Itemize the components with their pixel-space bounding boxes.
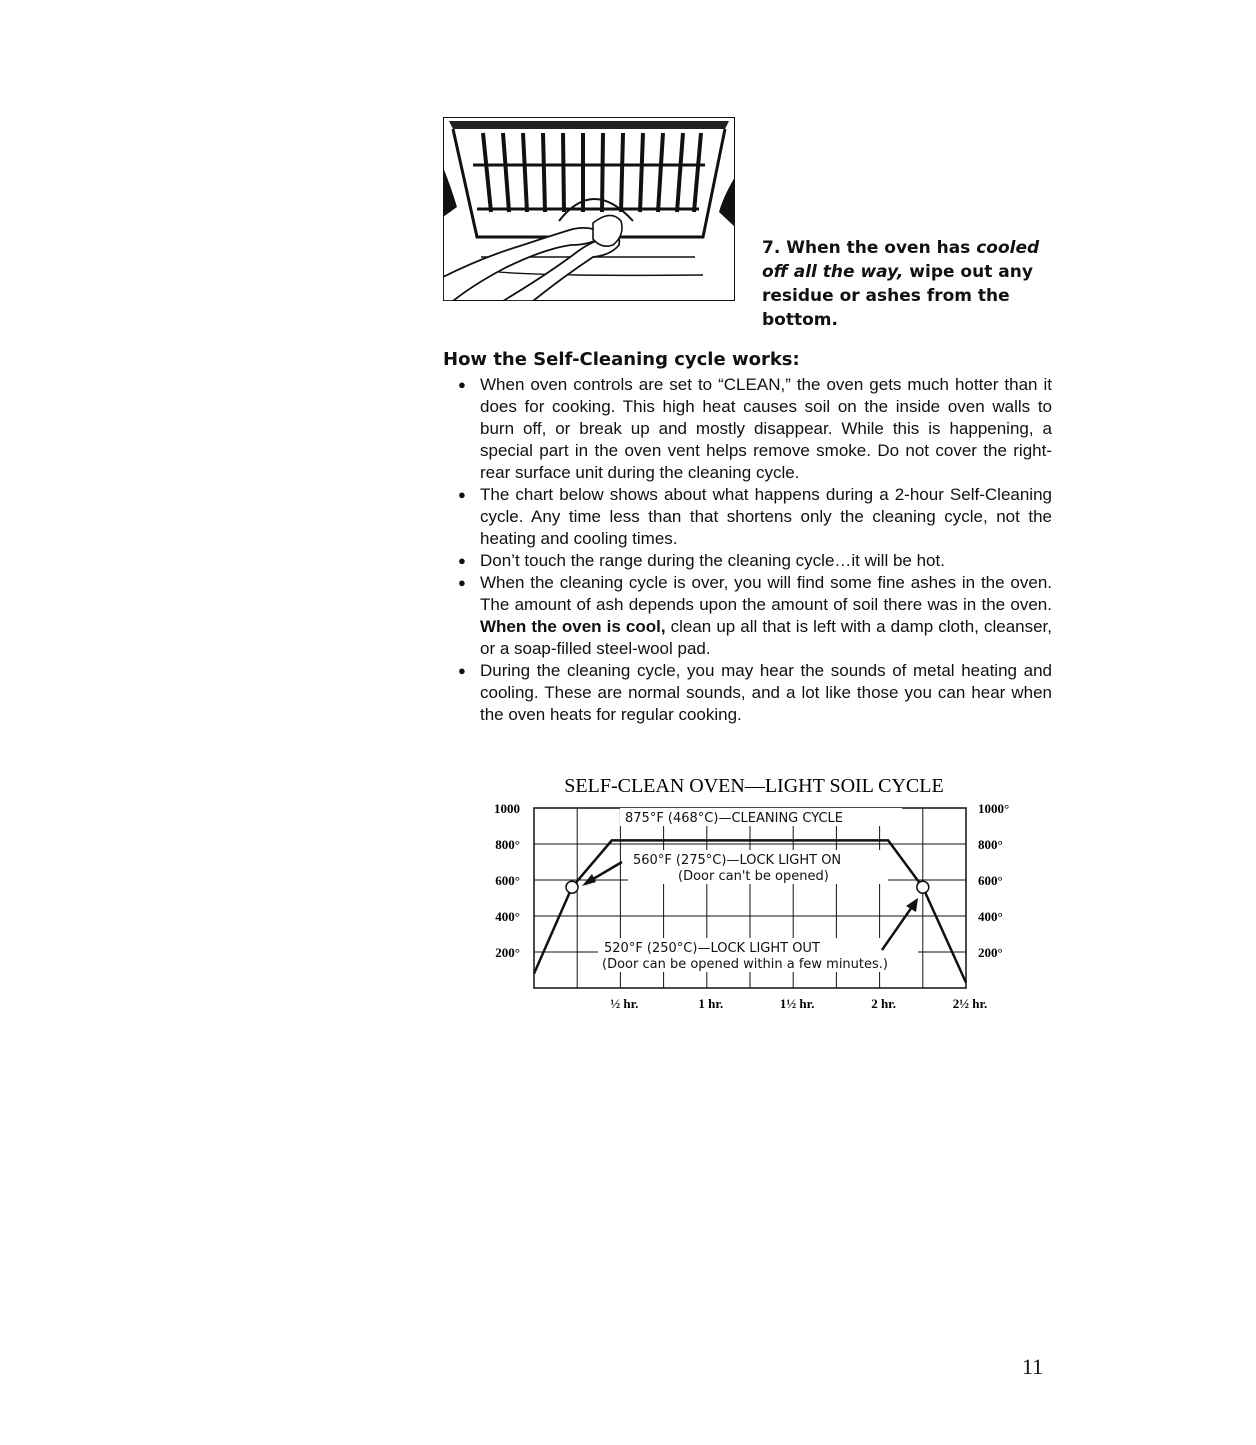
lock-out-arrowhead bbox=[906, 898, 918, 912]
self-clean-chart bbox=[470, 764, 1030, 1014]
bullet4-text-a: When the cleaning cycle is over, you will find some fine ashes in the oven. The amount of ash depends upon the amount of soil there was in the oven. bbox=[480, 573, 1052, 614]
lock-off-marker bbox=[917, 881, 929, 893]
x-tick-label: 2½ hr. bbox=[952, 996, 988, 1011]
bullet-item: ● Don’t touch the range during the cleaning cycle…it will be hot. bbox=[458, 550, 1052, 572]
bullet-item bbox=[458, 572, 1052, 660]
self-clean-bullet-list bbox=[458, 374, 1052, 726]
x-axis bbox=[610, 996, 987, 1011]
step-text-emphasis: cooled off all the way, bbox=[762, 238, 1040, 282]
y-tick-label-right: 1000° bbox=[978, 801, 1010, 816]
annotation-cleaning: 875°F (468°C)—CLEANING CYCLE bbox=[625, 811, 843, 826]
y-tick-label-left: 200° bbox=[495, 945, 520, 960]
y-tick-label-right: 600° bbox=[978, 873, 1003, 888]
bullet-item: ● When oven controls are set to “CLEAN,” the oven gets much hotter than it does for cooking. This high heat causes soil on the inside oven walls to burn off, or break up and mostly disappear. While this is happening, a special part in the oven vent helps remove smoke. Do not cover the right-rear surface unit during the cleaning cycle. bbox=[458, 374, 1052, 484]
oven-cleaning-illustration bbox=[443, 117, 735, 301]
annotation-lock-on: 560°F (275°C)—LOCK LIGHT ON bbox=[633, 853, 842, 868]
bullet4-text-b: clean up all that is left with a damp cloth, cleanser, or a soap-filled steel-wool pad. bbox=[480, 617, 1053, 658]
chart-title: SELF-CLEAN OVEN—LIGHT SOIL CYCLE bbox=[564, 775, 944, 797]
x-tick-label: ½ hr. bbox=[610, 996, 639, 1011]
y-tick-label-right: 200° bbox=[978, 945, 1003, 960]
step-7-instruction bbox=[762, 236, 1062, 332]
y-tick-label-left: 800° bbox=[495, 837, 520, 852]
bullet-item: ● During the cleaning cycle, you may hear the sounds of metal heating and cooling. These are normal sounds, and a lot like those you can hear when the oven heats for regular cooking. bbox=[458, 660, 1052, 726]
y-tick-label-right: 400° bbox=[978, 909, 1003, 924]
bullet-item: ● The chart below shows about what happens during a 2-hour Self-Cleaning cycle. Any time less than that shortens only the cleaning cycle, not the heating and cooling times. bbox=[458, 484, 1052, 550]
step-number: 7. bbox=[762, 238, 781, 258]
section-heading: How the Self-Cleaning cycle works: bbox=[443, 349, 800, 370]
annotation-lock-out: 520°F (250°C)—LOCK LIGHT OUT bbox=[604, 941, 820, 956]
step-text-b: wipe out any residue or ashes from the bottom. bbox=[762, 262, 1033, 330]
lock-on-marker bbox=[566, 881, 578, 893]
y-tick-label-left: 600° bbox=[495, 873, 520, 888]
bullet4-bold: When the oven is cool, bbox=[480, 617, 666, 636]
y-axis-left bbox=[494, 801, 520, 960]
y-tick-label-left: 1000 bbox=[494, 801, 520, 816]
x-tick-label: 1 hr. bbox=[698, 996, 724, 1011]
y-tick-label-left: 400° bbox=[495, 909, 520, 924]
x-tick-label: 1½ hr. bbox=[779, 996, 815, 1011]
y-tick-label-right: 800° bbox=[978, 837, 1003, 852]
page-number: 11 bbox=[1022, 1354, 1044, 1379]
y-axis-right bbox=[978, 801, 1009, 960]
annotation-lock-out-note: (Door can be opened within a few minutes.) bbox=[602, 957, 888, 972]
x-tick-label: 2 hr. bbox=[871, 996, 897, 1011]
step-text-a: When the oven has bbox=[786, 238, 971, 258]
annotation-lock-on-note: (Door can't be opened) bbox=[678, 869, 829, 884]
